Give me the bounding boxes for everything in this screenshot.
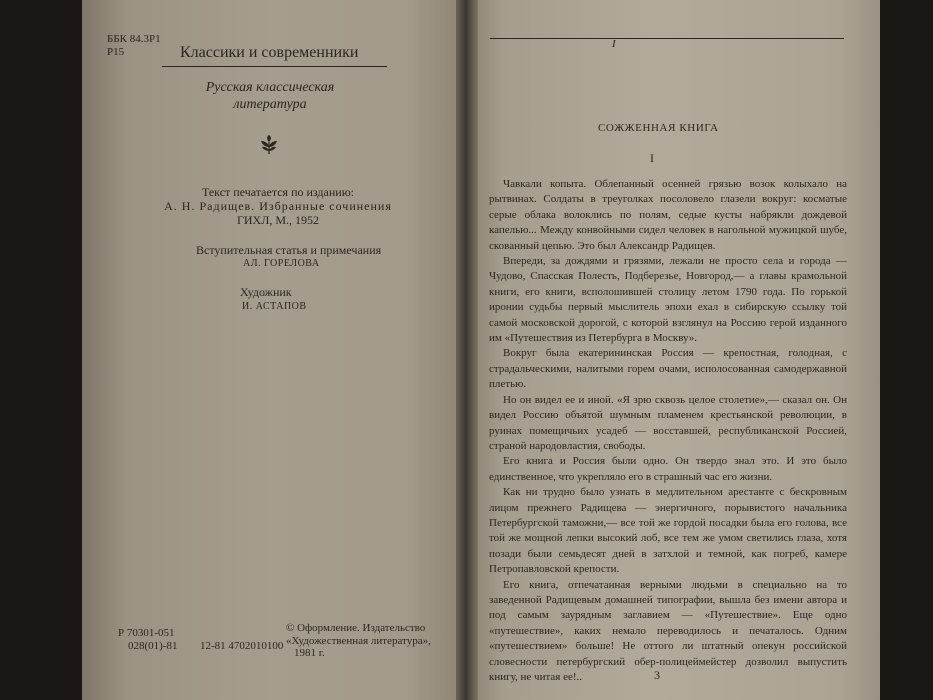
edition-publisher: ГИХЛ, М., 1952 <box>236 213 320 227</box>
body-text <box>489 177 847 685</box>
paragraph: Вокруг была екатерининская Россия — крепостная, голодная, с страдальческими, налитыми горем очами, исполосованная самодержавной плетью. <box>489 347 847 391</box>
copyright-block <box>286 622 431 660</box>
paragraph: Как ни трудно было узнать в медлительном арестанте с бескровным лицом прежнего Радищева — энергичного, порывистого начальника Петербургской таможни,— все той же гордой посадки была его голова, все той же мощной лепки высокий лоб, все тем же умом светились глаза, хотя позади были семьдесят дней в затхлой и темной, как погреб, камере Петропавловской крепости. <box>489 486 847 576</box>
bbk-code: ББК 84.3Р1 <box>107 33 161 45</box>
catalog-code-1: Р 70301-051 <box>118 627 175 639</box>
artist-name: И. АСТАПОВ <box>242 301 307 312</box>
paragraph: Впереди, за дождями и грязями, лежали не просто села и города — Чудово, Спасская Полесть, Подберезье, Новгород,— а главы крамольной книги, его книги, всполошившей столицу летом 1790 года. По горькой иронии судьбы первый мыслитель эпохи ехал в сибирскую ссылку той самой московской дорогой, с которой взглянул на Россию герой изданного им «Путешествия из Петербурга в Москву». <box>489 255 847 345</box>
artist-label: Художник <box>240 285 292 299</box>
chapter-number: I <box>650 151 654 165</box>
paragraph: Чавкали копыта. Облепанный осенней грязью возок колыхало на рытвинах. Солдаты в треуголках посоловело глазели вокруг: косматые серые облака волоклись по полям, седые кусты набрякли дождевой капелью... Между конвойными сидел человек в нагольной мужицкой шубе, скованный цепью. Это был Александр Радищев. <box>489 178 847 252</box>
series-title: Классики и современники <box>180 44 359 61</box>
series-subtitle-line1: Русская классическая <box>205 80 335 95</box>
bbk-block <box>107 33 161 59</box>
copyright-line2: «Художественная литература», <box>286 634 431 647</box>
intro-author: АЛ. ГОРЕЛОВА <box>243 258 320 269</box>
top-rule <box>490 38 844 39</box>
edition-note: Текст печатается по изданию: <box>201 185 355 199</box>
laurel-leaf-icon <box>258 135 280 160</box>
chapter-title: СОЖЖЕННАЯ КНИГА <box>598 122 719 134</box>
catalog-code-3: 12-81 4702010100 <box>200 640 284 652</box>
section-number: I <box>612 38 616 50</box>
paragraph: Но он видел ее и иной. «Я зрю сквозь целое столетие»,— сказал он. Он видел Россию объятой шумным пламенем крестьянской революции, в руинах помещичьих усадеб — восставшей, республиканской Россией, страной народовластия, свободы. <box>489 393 847 452</box>
page-number: 3 <box>654 668 660 682</box>
index-code: Р15 <box>107 46 125 58</box>
book-gutter <box>456 0 478 700</box>
edition-block <box>158 185 398 227</box>
series-rule <box>162 66 387 67</box>
copyright-line3: 1981 г. <box>294 647 325 659</box>
paragraph: Его книга и Россия были одно. Он твердо знал это. И это было единственное, что укрепляло его в страшный час его жизни. <box>489 455 847 483</box>
series-subtitle-line2: литература <box>233 97 307 112</box>
intro-label: Вступительная статья и примечания <box>196 243 382 257</box>
edition-source: А. Н. Радищев. Избранные сочинения <box>164 199 392 213</box>
series-subtitle <box>205 79 335 113</box>
copyright-line1: © Оформление. Издательство <box>286 622 426 634</box>
paragraph: Его книга, отпечатанная верными людьми в специально на то заведенной Радищевым домашней типографии, вышла без имени автора и под самым заурядным заглавием — «Путешествие». Еще одно «путешествие», каких немало переводилось и печаталось. Одним «путешествием» больше! Не оттого ли штатный опекун российской словесности петербургский обер-полицеймейстер дозволил выпустить книгу, не читая ее!.. <box>489 578 847 683</box>
catalog-code-2: 028(01)-81 <box>128 640 178 652</box>
